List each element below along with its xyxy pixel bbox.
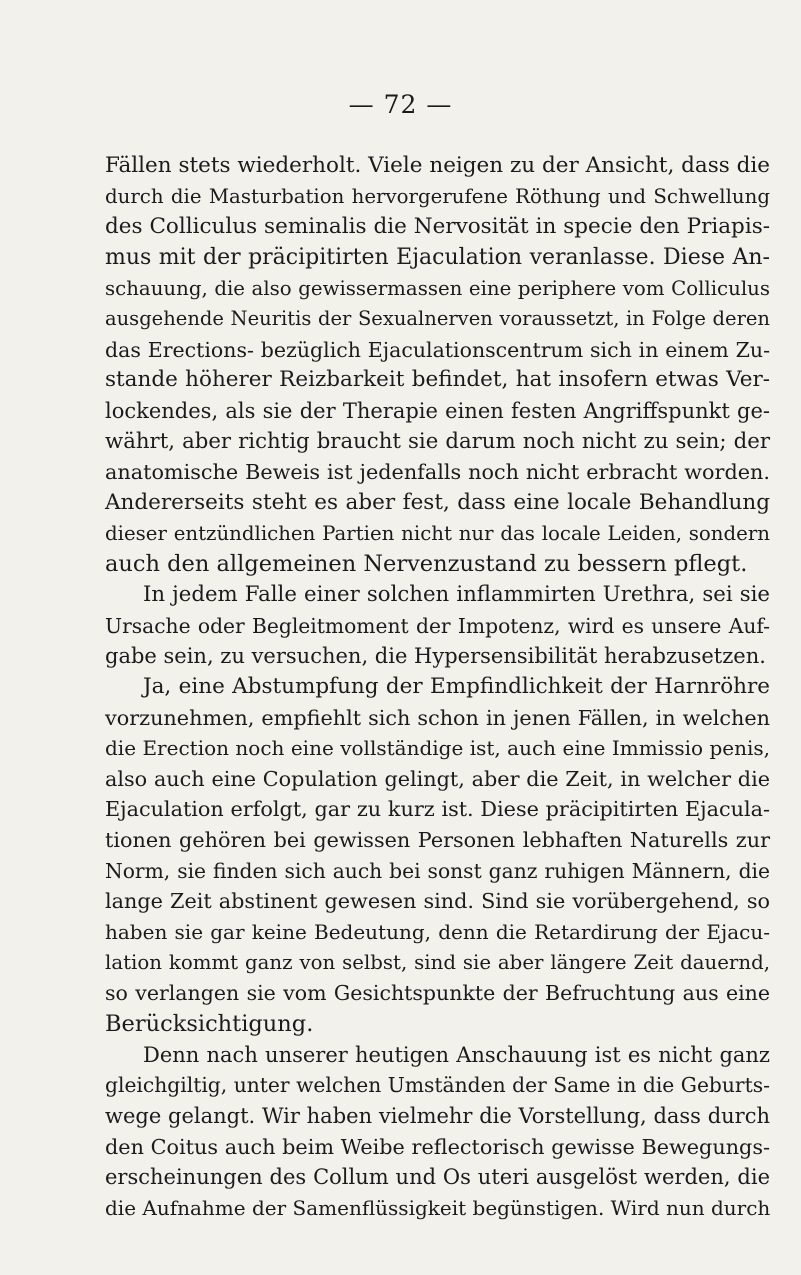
text-line: Fällen stets wiederholt. Viele neigen zu der Ansicht, dass die (105, 153, 770, 178)
body-text (105, 151, 770, 1223)
text-line: mus mit der präcipitirten Ejaculation veranlasse. Diese An- (105, 244, 770, 270)
text-line: des Colliculus seminalis die Nervosität in specie den Priapis- (105, 214, 770, 240)
text-line: Ursache oder Begleitmoment der Impotenz, wird es unsere Auf- (105, 613, 770, 638)
text-line: Ja, eine Abstumpfung der Empfindlichkeit der Harnröhre (143, 673, 770, 699)
text-line: anatomische Beweis ist jedenfalls noch nicht erbracht worden. (105, 460, 770, 485)
text-line: Andererseits steht es aber fest, dass eine locale Behandlung (105, 490, 770, 516)
text-line: so verlangen sie vom Gesichtspunkte der Befruchtung aus eine (105, 981, 770, 1006)
page-number: — 72 — (348, 90, 453, 119)
text-line: gleichgiltig, unter welchen Umständen der Same in die Geburts- (105, 1073, 770, 1098)
text-line: gabe sein, zu versuchen, die Hypersensibilität herabzusetzen. (105, 644, 766, 669)
text-line: Norm, sie finden sich auch bei sonst ganz ruhigen Männern, die (105, 858, 770, 883)
text-line: lation kommt ganz von selbst, sind sie aber längere Zeit dauernd, (105, 950, 770, 974)
text-line: die Aufnahme der Samenflüssigkeit begünstigen. Wird nun durch (105, 1195, 771, 1220)
text-line: lockendes, als sie der Therapie einen festen Angriffspunkt ge- (105, 399, 770, 424)
text-line: wege gelangt. Wir haben vielmehr die Vorstellung, dass durch (105, 1103, 770, 1128)
text-line: auch den allgemeinen Nervenzustand zu bessern pflegt. (105, 551, 748, 578)
text-line: stande höherer Reizbarkeit befindet, hat insofern etwas Ver- (105, 367, 770, 393)
text-line: erscheinungen des Collum und Os uteri ausgelöst werden, die (105, 1165, 770, 1190)
text-line: Berücksichtigung. (105, 1010, 314, 1037)
text-line: vorzunehmen, empfiehlt sich schon in jenen Fällen, in welchen (105, 705, 770, 730)
text-line: die Erection noch eine vollständige ist, auch eine Immissio penis, (105, 736, 770, 761)
text-line: währt, aber richtig braucht sie darum noch nicht zu sein; der (105, 428, 770, 454)
text-line: schauung, die also gewissermassen eine periphere vom Colliculus (105, 276, 770, 300)
text-line: Denn nach unserer heutigen Anschauung ist es nicht ganz (143, 1042, 770, 1067)
text-line: In jedem Falle einer solchen inflammirten Urethra, sei sie (143, 581, 770, 607)
text-line: dieser entzündlichen Partien nicht nur das locale Leiden, sondern (105, 521, 770, 545)
text-line: haben sie gar keine Bedeutung, denn die Retardirung der Ejacu- (105, 920, 770, 945)
text-line: durch die Masturbation hervorgerufene Röthung und Schwellung (105, 184, 770, 208)
text-line: ausgehende Neuritis der Sexualnerven voraussetzt, in Folge deren (105, 307, 770, 331)
text-line: das Erections- bezüglich Ejaculationscentrum sich in einem Zu- (105, 337, 770, 362)
text-line: den Coitus auch beim Weibe reflectorisch gewisse Bewegungs- (105, 1134, 770, 1159)
text-line: also auch eine Copulation gelingt, aber die Zeit, in welcher die (105, 766, 770, 791)
text-line: Ejaculation erfolgt, gar zu kurz ist. Diese präcipitirten Ejacula- (105, 797, 770, 822)
text-line: lange Zeit abstinent gewesen sind. Sind sie vorübergehend, so (105, 889, 770, 914)
text-line: tionen gehören bei gewissen Personen lebhaften Naturells zur (105, 828, 770, 853)
